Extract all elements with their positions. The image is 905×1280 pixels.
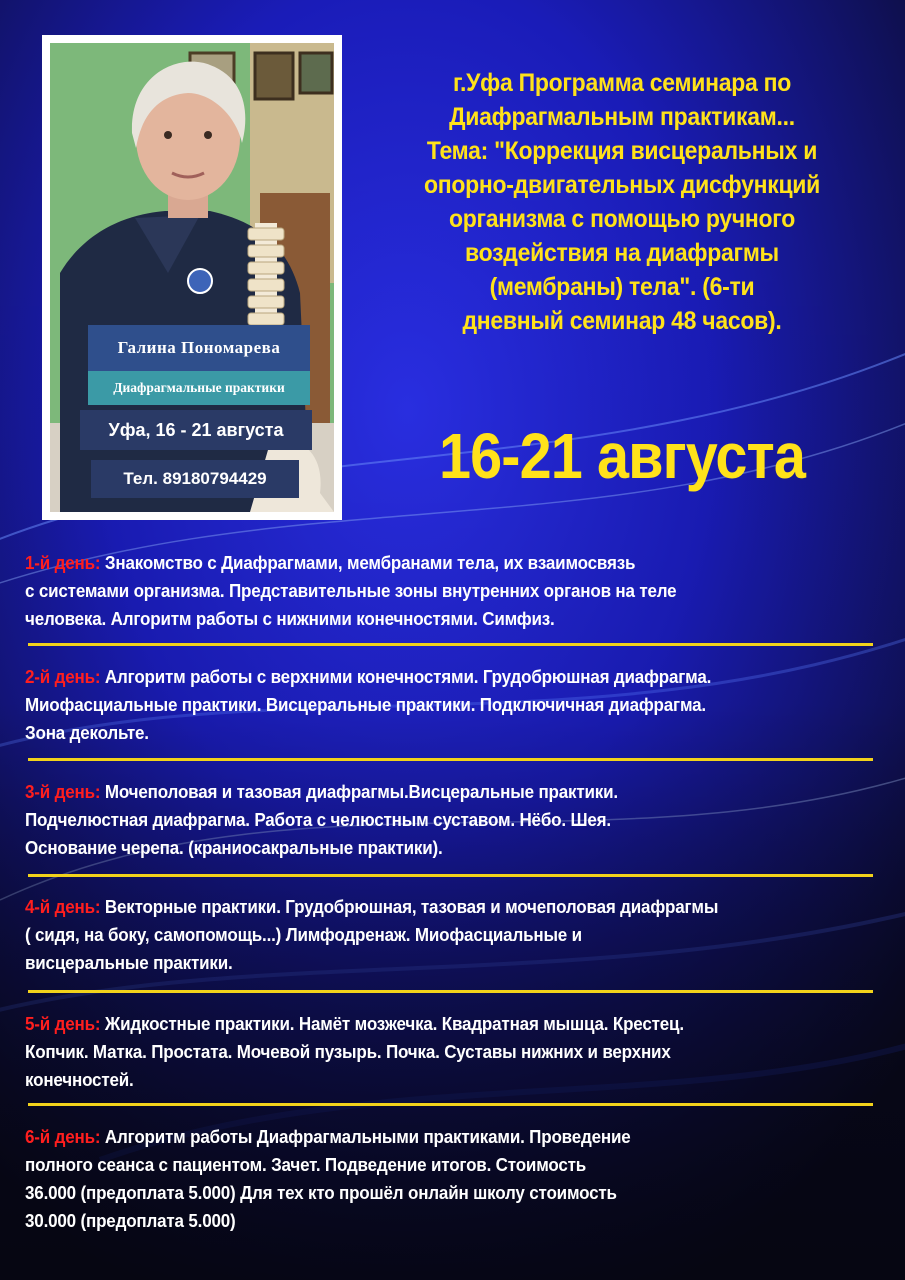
title-line: организма с помощью ручного xyxy=(448,205,796,233)
separator-line xyxy=(28,990,873,993)
separator-line xyxy=(28,1103,873,1106)
day-label: 5-й день: xyxy=(25,1013,101,1034)
day-2-block xyxy=(25,663,885,747)
title-line: Тема: "Коррекция висцеральных и xyxy=(426,137,818,165)
title-line: воздействия на диафрагмы xyxy=(465,239,779,267)
day-line: Основание черепа. (краниосакральные практики). xyxy=(25,837,443,858)
title-line: опорно-двигательных дисфункций xyxy=(423,171,821,199)
separator-line xyxy=(28,874,873,877)
city-dates: Уфа, 16 - 21 августа xyxy=(80,410,312,450)
day-text: Алгоритм работы Диафрагмальными практиками. Проведение xyxy=(100,1126,631,1147)
speaker-name: Галина Пономарева xyxy=(88,325,310,371)
day-line: висцеральные практики. xyxy=(25,952,233,973)
day-line xyxy=(25,778,816,806)
title-line: Диафрагмальным практикам... xyxy=(449,103,795,131)
separator-line xyxy=(28,758,873,761)
day-line: Подчелюстная диафрагма. Работа с челюстным суставом. Нёбо. Шея. xyxy=(25,809,611,830)
day-label: 4-й день: xyxy=(25,896,101,917)
day-label: 2-й день: xyxy=(25,666,101,687)
day-text: Знакомство с Диафрагмами, мембранами тела, их взаимосвязь xyxy=(100,552,636,573)
day-line xyxy=(25,1010,816,1038)
day-line: полного сеанса с пациентом. Зачет. Подведение итогов. Стоимость xyxy=(25,1154,587,1175)
day-label: 6-й день: xyxy=(25,1126,101,1147)
seminar-title xyxy=(374,66,871,338)
day-label: 3-й день: xyxy=(25,781,101,802)
day-line xyxy=(25,893,816,921)
day-text: Мочеполовая и тазовая диафрагмы.Висцеральные практики. xyxy=(100,781,618,802)
day-line: Миофасциальные практики. Висцеральные практики. Подключичная диафрагма. xyxy=(25,694,706,715)
day-6-block xyxy=(25,1123,885,1235)
title-line: (мембраны) тела". (6-ти xyxy=(489,273,755,301)
day-line: ( сидя, на боку, самопомощь...) Лимфодренаж. Миофасциальные и xyxy=(25,924,582,945)
title-line: г.Уфа Программа семинара по xyxy=(452,69,792,97)
speaker-photo-card xyxy=(42,35,342,520)
day-line: 30.000 (предоплата 5.000) xyxy=(25,1210,236,1231)
day-line: человека. Алгоритм работы с нижними конечностями. Симфиз. xyxy=(25,608,555,629)
day-line: Зона декольте. xyxy=(25,722,149,743)
day-1-block xyxy=(25,549,885,633)
phone-number: Тел. 89180794429 xyxy=(91,460,299,498)
seminar-dates: 16-21 августа xyxy=(439,420,805,492)
day-line xyxy=(25,1123,816,1151)
day-text: Алгоритм работы с верхними конечностями. Грудобрюшная диафрагма. xyxy=(100,666,712,687)
day-line: с системами организма. Представительные зоны внутренних органов на теле xyxy=(25,580,677,601)
day-text: Векторные практики. Грудобрюшная, тазовая и мочеполовая диафрагмы xyxy=(100,896,719,917)
day-5-block xyxy=(25,1010,885,1094)
day-line: Копчик. Матка. Простата. Мочевой пузырь. Почка. Суставы нижних и верхних xyxy=(25,1041,671,1062)
day-line: 36.000 (предоплата 5.000) Для тех кто прошёл онлайн школу стоимость xyxy=(25,1182,617,1203)
practice-subtitle: Диафрагмальные практики xyxy=(88,371,310,405)
day-line xyxy=(25,549,816,577)
separator-line xyxy=(28,643,873,646)
day-label: 1-й день: xyxy=(25,552,101,573)
speaker-photo xyxy=(50,43,334,512)
day-line xyxy=(25,663,816,691)
day-3-block xyxy=(25,778,885,862)
day-line: конечностей. xyxy=(25,1069,134,1090)
day-4-block xyxy=(25,893,885,977)
title-line: дневный семинар 48 часов). xyxy=(462,307,782,335)
day-text: Жидкостные практики. Намёт мозжечка. Квадратная мышца. Крестец. xyxy=(100,1013,684,1034)
